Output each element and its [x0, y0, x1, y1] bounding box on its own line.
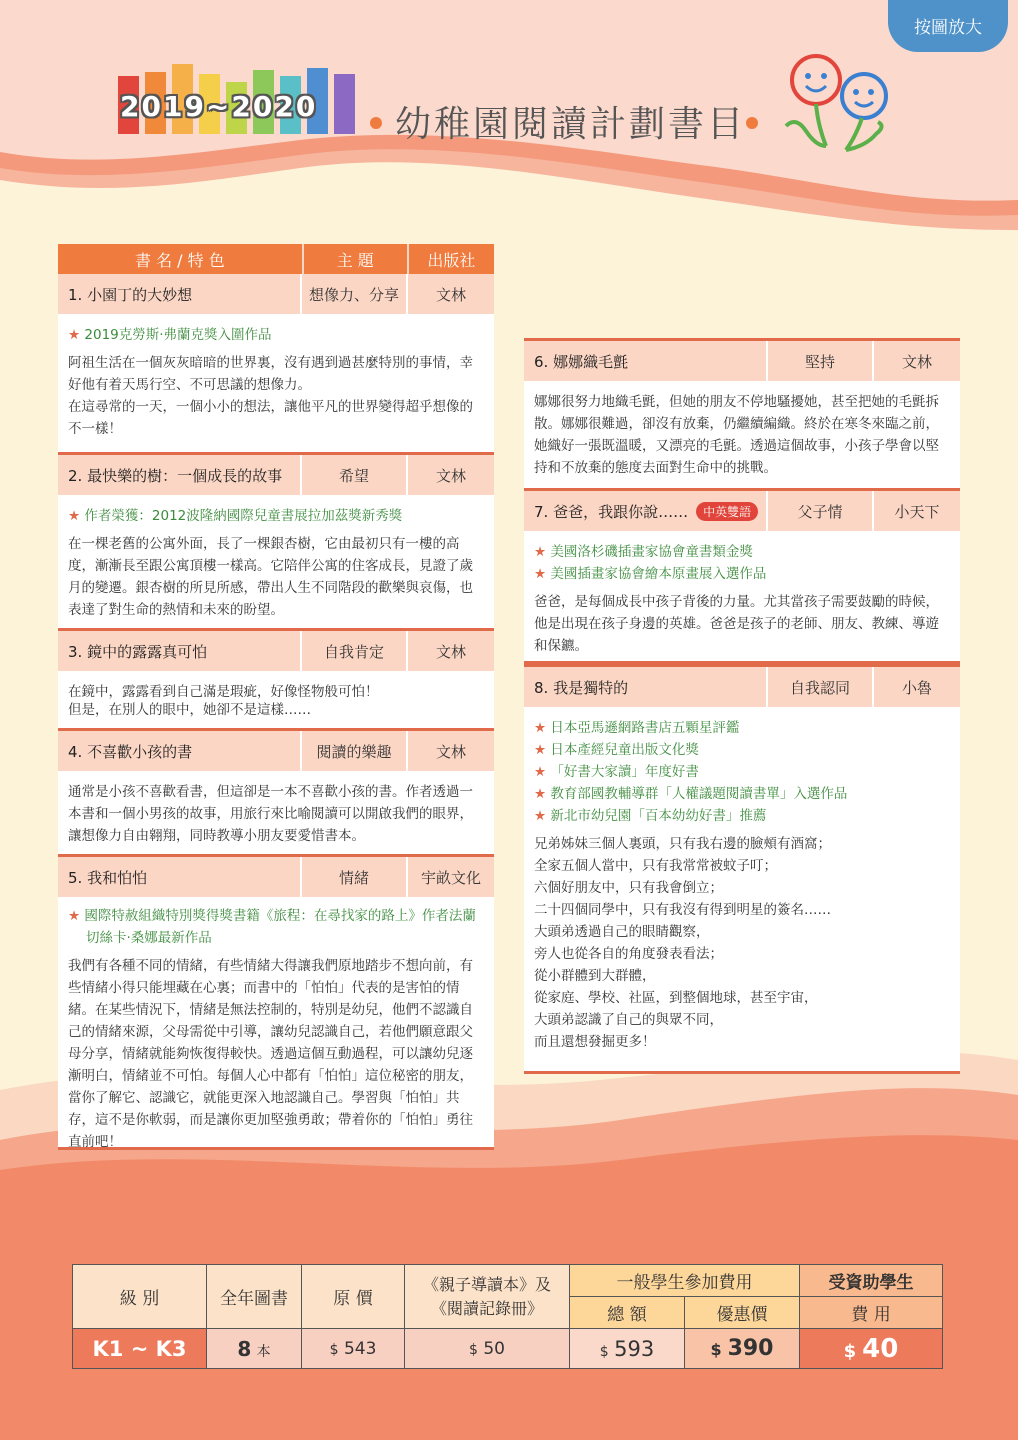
fee-header-subsidized: 受資助學生	[800, 1265, 943, 1297]
book-card-6	[524, 338, 960, 494]
book-publisher: 文林	[406, 455, 494, 495]
book-name: 4. 不喜歡小孩的書	[68, 742, 193, 761]
book-theme: 堅持	[766, 341, 872, 381]
book-desc: 在一棵老舊的公寓外面，長了一棵銀杏樹，它由最初只有一樓的高度，漸漸長至跟公寓頂樓一樣高。它陪伴公寓的住客成長，見證了歲月的變遷。銀杏樹的所見所感，帶出人生不同階段的歡樂與哀傷，也表達了對生命的熱情和未來的盼望。	[68, 536, 473, 618]
fee-header-fee: 費 用	[800, 1297, 943, 1329]
book-publisher: 文林	[406, 731, 494, 771]
book-desc: 大頭弟透過自己的眼睛觀察，	[534, 924, 710, 940]
book-desc: 六個好朋友中，只有我會倒立；	[534, 880, 723, 896]
title-dot	[746, 117, 758, 129]
book-desc: 兄弟姊妹三個人裏頭，只有我右邊的臉頰有酒窩；	[534, 836, 831, 852]
fee-header-level: 級 別	[73, 1265, 207, 1329]
book-desc: 而且還想發掘更多！	[534, 1034, 656, 1050]
zoom-button[interactable]: 按圖放大	[888, 0, 1008, 52]
year-label: 2019~2020	[120, 90, 318, 123]
book-name: 2. 最快樂的樹：一個成長的故事	[68, 466, 283, 485]
book-desc: 我們有各種不同的情緒，有些情緒大得讓我們原地踏步不想向前，有些情緒小得只能埋藏在心裏；而書中的「怕怕」代表的是害怕的情緒。在某些情況下，情緒是無法控制的，特別是幼兒，他們不認識自己的情緒來源，父母需從中引導，讓幼兒認識自己，若他們願意跟父母分享，情緒就能夠恢復得較快。透過這個互動過程，可以讓幼兒逐漸明白，情緒並不可怕。每個人心中都有「怕怕」這位秘密的朋友，當你了解它、認識它，就能更深入地認識自己。學習與「怕怕」共存，這不是你軟弱，而是讓你更加堅強勇敢；帶着你的「怕怕」勇往直前吧！	[68, 958, 473, 1150]
fee-subsidized: $ 40	[800, 1329, 943, 1369]
title-dot	[370, 117, 382, 129]
book-desc: 在鏡中，露露看到自己滿是瑕疵，好像怪物般可怕！	[68, 684, 379, 700]
book-theme: 自我認同	[766, 667, 872, 707]
book-desc: 在這尋常的一天，一個小小的想法，讓他平凡的世界變得超乎想像的不一樣！	[68, 399, 473, 437]
page-title: 幼稚園閱讀計劃書目	[395, 104, 747, 145]
fee-level: K1 ~ K3	[73, 1329, 207, 1369]
kids-logo-icon	[776, 46, 898, 156]
fee-header-discount: 優惠價	[685, 1297, 800, 1329]
book-theme: 希望	[300, 455, 406, 495]
header-name: 書 名 / 特 色	[58, 244, 304, 274]
book-name: 3. 鏡中的露露真可怕	[68, 642, 208, 661]
book-desc: 爸爸，是每個成長中孩子背後的力量。尤其當孩子需要鼓勵的時候，他是出現在孩子身邊的英雄。爸爸是孩子的老師、朋友、教練、導遊和保鑣。	[534, 594, 939, 654]
award-item: ★ 教育部國教輔導群「人權議題閱讀書單」入選作品	[534, 786, 848, 802]
fee-header-books: 全年圖書	[207, 1265, 302, 1329]
award-item: ★ 「好書大家讀」年度好書	[534, 764, 699, 780]
book-card-2	[58, 452, 494, 632]
header-publisher: 出版社	[427, 250, 476, 270]
fee-books-count: 8 本	[207, 1329, 302, 1369]
award-item: ★ 作者榮獲：2012波隆納國際兒童書展拉加茲獎新秀獎	[68, 508, 403, 524]
header-theme: 主 題	[304, 244, 409, 274]
book-publisher: 宇畝文化	[406, 857, 494, 897]
book-desc: 從家庭、學校、社區，到整個地球，甚至宇宙，	[534, 990, 818, 1006]
book-name: 8. 我是獨特的	[534, 678, 629, 697]
award-item: ★ 2019克勞斯‧弗蘭克獎入圍作品	[68, 327, 272, 343]
book-theme: 自我肯定	[300, 631, 406, 671]
fee-discount: $ 390	[685, 1329, 800, 1369]
book-theme: 閱讀的樂趣	[300, 731, 406, 771]
book-card-4	[58, 728, 494, 862]
book-card-1	[58, 274, 494, 455]
book-publisher: 文林	[406, 274, 494, 314]
book-desc: 阿祖生活在一個灰灰暗暗的世界裏，沒有遇到過甚麼特別的事情，幸好他有着天馬行空、不可思議的想像力。	[68, 355, 473, 393]
fee-price: $ 543	[302, 1329, 405, 1369]
book-publisher: 小天下	[872, 491, 960, 531]
fee-header-price: 原 價	[302, 1265, 405, 1329]
award-item: ★ 美國插畫家協會繪本原畫展入選作品	[534, 566, 767, 582]
book-desc: 大頭弟認識了自己的與眾不同，	[534, 1012, 723, 1028]
award-item: ★ 國際特赦組織特別獎得獎書籍《旅程：在尋找家的路上》作者法蘭切絲卡‧桑娜最新作品	[68, 908, 476, 946]
award-item: ★ 美國洛杉磯插畫家協會童書類金獎	[534, 544, 753, 560]
book-name: 1. 小園丁的大妙想	[68, 285, 193, 304]
book-card-5	[58, 854, 494, 1150]
fee-header-total: 總 額	[570, 1297, 685, 1329]
book-name: 6. 娜娜織毛氈	[534, 352, 629, 371]
book-desc: 通常是小孩不喜歡看書，但這卻是一本不喜歡小孩的書。作者透過一本書和一個小男孩的故事，用旅行來比喻閱讀可以開啟我們的眼界，讓想像力自由翱翔，同時教導小朋友要愛惜書本。	[68, 784, 473, 844]
book-theme: 情緒	[300, 857, 406, 897]
book-desc: 旁人也從各自的角度發表看法；	[534, 946, 723, 962]
award-item: ★ 新北市幼兒園「百本幼幼好書」推薦	[534, 808, 767, 824]
fee-table	[72, 1264, 943, 1369]
fee-guide: $ 50	[405, 1329, 570, 1369]
fee-header-general: 一般學生參加費用	[570, 1265, 800, 1297]
book-card-7	[524, 488, 960, 664]
book-theme: 父子情	[766, 491, 872, 531]
fee-total: $ 593	[570, 1329, 685, 1369]
book-publisher: 文林	[872, 341, 960, 381]
book-desc: 從小群體到大群體，	[534, 968, 656, 984]
book-name: 5. 我和怕怕	[68, 868, 148, 887]
book-theme: 想像力、分享	[300, 274, 406, 314]
book-publisher: 小魯	[872, 667, 960, 707]
book-desc: 但是，在別人的眼中，她卻不是這樣……	[68, 702, 311, 718]
book-desc: 全家五個人當中，只有我常常被蚊子叮；	[534, 858, 777, 874]
book-card-3	[58, 628, 494, 740]
award-item: ★ 日本產經兒童出版文化獎	[534, 742, 699, 758]
book-card-8	[524, 664, 960, 1074]
book-publisher: 文林	[406, 631, 494, 671]
fee-header-guide: 《親子導讀本》及 《閱讀記錄冊》	[405, 1265, 570, 1329]
bilingual-badge: 中英雙語	[696, 502, 758, 521]
book-desc: 二十四個同學中，只有我沒有得到明星的簽名……	[534, 902, 831, 918]
award-item: ★ 日本亞馬遜網路書店五顆星評鑑	[534, 720, 740, 736]
book-desc: 娜娜很努力地織毛氈，但她的朋友不停地騷擾她，甚至把她的毛氈拆散。娜娜很難過，卻沒有放棄，仍繼續編織。終於在寒冬來臨之前，她織好一張既溫暖，又漂亮的毛氈。透過這個故事，小孩子學會以堅持和不放棄的態度去面對生命中的挑戰。	[534, 394, 939, 476]
book-table-header	[58, 244, 494, 274]
book-name: 7. 爸爸，我跟你說…… 中英雙語	[524, 501, 766, 522]
